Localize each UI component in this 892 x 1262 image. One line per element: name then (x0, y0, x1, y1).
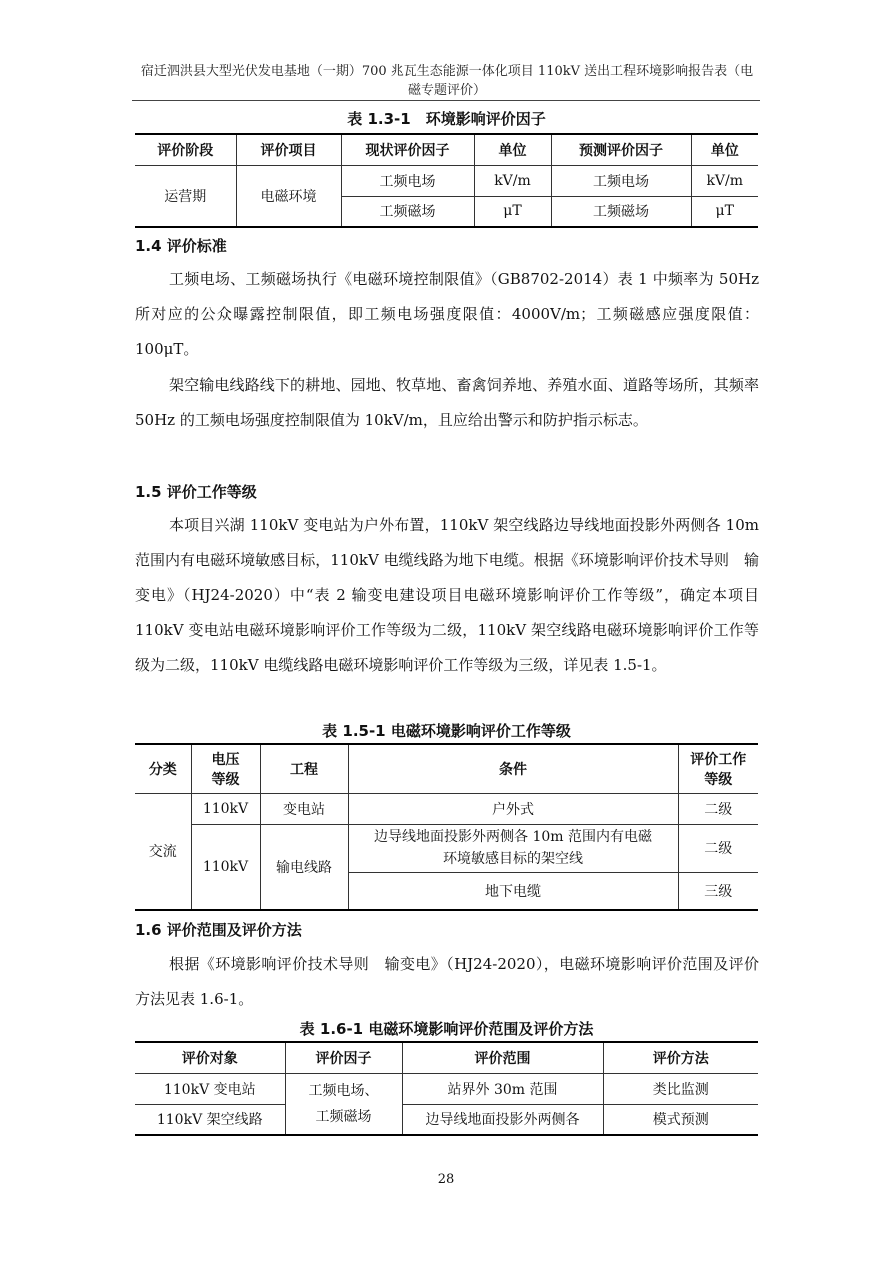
table-row (135, 793, 758, 824)
running-header (132, 62, 762, 100)
table-1-6-1-caption: 表 1.6-1 电磁环境影响评价范围及评价方法 (299, 1020, 594, 1038)
section-heading-1-4: 1.4 评价标准 (135, 237, 227, 255)
header-line: 电压 (211, 751, 240, 768)
table-cell: kV/m (474, 165, 551, 196)
column-header: 评价范围 (402, 1042, 603, 1073)
cell-line: 环境敏感目标的架空线 (443, 851, 583, 867)
column-header: 预测评价因子 (551, 134, 691, 165)
column-header: 单位 (691, 134, 758, 165)
column-header: 分类 (135, 744, 191, 793)
header-title-line1: 宿迁泗洪县大型光伏发电基地（一期）700 兆瓦生态能源一体化项目 110kV 送出工程环境影响报告表（电 (140, 64, 754, 79)
table-header-row (135, 744, 758, 793)
column-header: 评价对象 (135, 1042, 285, 1073)
header-line: 评价工作 (690, 751, 747, 768)
table-cell: 二级 (678, 793, 758, 824)
table-cell: 110kV (191, 793, 260, 824)
column-header (191, 744, 260, 793)
table-cell: 工频磁场 (341, 196, 474, 227)
table-cell: 工频磁场 (551, 196, 691, 227)
column-header: 单位 (474, 134, 551, 165)
paragraph: 工频电场、工频磁场执行《电磁环境控制限值》（GB8702-2014）表 1 中频率为 50Hz 所对应的公众曝露控制限值，即工频电场强度限值：4000V/m；工频磁感应强度限值：100μT。 (135, 270, 759, 358)
table-cell: μT (691, 196, 758, 227)
table-header-row (135, 1042, 758, 1073)
table-cell: 边导线地面投影外两侧各 (402, 1104, 603, 1135)
table-cell: 地下电缆 (348, 872, 678, 910)
header-line: 等级 (704, 771, 733, 788)
table-cell: 二级 (678, 824, 758, 872)
paragraph: 本项目兴湖 110kV 变电站为户外布置，110kV 架空线路边导线地面投影外两侧各 10m 范围内有电磁环境敏感目标，110kV 电缆线路为地下电缆。根据《环境影响评价技术导则 输变电》（HJ24-2020）中“表 2 输变电建设项目电磁环境影响评价工作等级”，确定本项目 110kV 变电站电磁环境影响评价工作等级为二级，110kV 架空线路电磁环境影响评价工作等级为二级，110kV 电缆线路电磁环境影响评价工作等级为三级，详见表 1.5-1。 (135, 516, 759, 674)
table-1-3-1-caption: 表 1.3-1 环境影响评价因子 (347, 110, 546, 128)
table-cell: 工频电场 (341, 165, 474, 196)
item-cell: 电磁环境 (236, 165, 341, 227)
table-cell: 模式预测 (603, 1104, 758, 1135)
table-cell: 工频电场 (551, 165, 691, 196)
cell-line: 边导线地面投影外两侧各 10m 范围内有电磁 (374, 829, 652, 845)
column-header: 评价方法 (603, 1042, 758, 1073)
header-divider (132, 100, 760, 101)
table-1-3-1 (135, 133, 758, 228)
column-header: 评价因子 (285, 1042, 402, 1073)
table-cell: 变电站 (260, 793, 348, 824)
stage-cell: 运营期 (135, 165, 236, 227)
column-header: 现状评价因子 (341, 134, 474, 165)
table-cell: 站界外 30m 范围 (402, 1073, 603, 1104)
section-heading-1-6: 1.6 评价范围及评价方法 (135, 921, 302, 939)
column-header: 工程 (260, 744, 348, 793)
table-1-6-1 (135, 1041, 758, 1136)
table-cell: 110kV 架空线路 (135, 1104, 285, 1135)
column-header: 评价项目 (236, 134, 341, 165)
header-line: 等级 (211, 771, 240, 788)
table-row (135, 1073, 758, 1104)
table-cell: 户外式 (348, 793, 678, 824)
table-1-5-1 (135, 743, 758, 911)
column-header: 条件 (348, 744, 678, 793)
table-cell: kV/m (691, 165, 758, 196)
factor-cell (285, 1073, 402, 1135)
table-cell: μT (474, 196, 551, 227)
table-cell: 类比监测 (603, 1073, 758, 1104)
table-1-5-1-caption: 表 1.5-1 电磁环境影响评价工作等级 (322, 722, 571, 740)
table-cell: 输电线路 (260, 824, 348, 910)
table-row (135, 1104, 758, 1135)
table-row (135, 165, 758, 196)
table-cell: 三级 (678, 872, 758, 910)
cell-line: 工频磁场 (315, 1108, 372, 1125)
table-cell (348, 824, 678, 872)
category-cell: 交流 (135, 793, 191, 910)
header-title-line2: 磁专题评价） (407, 83, 486, 98)
table-cell: 110kV (191, 824, 260, 910)
table-cell: 110kV 变电站 (135, 1073, 285, 1104)
paragraph: 架空输电线路线下的耕地、园地、牧草地、畜禽饲养地、养殖水面、道路等场所，其频率 50Hz 的工频电场强度控制限值为 10kV/m，且应给出警示和防护指示标志。 (135, 376, 759, 429)
table-header-row (135, 134, 758, 165)
table-row (135, 824, 758, 872)
page-number: 28 (437, 1172, 455, 1187)
column-header (678, 744, 758, 793)
section-heading-1-5: 1.5 评价工作等级 (135, 483, 257, 501)
cell-line: 工频电场、 (308, 1082, 379, 1099)
paragraph: 根据《环境影响评价技术导则 输变电》（HJ24-2020），电磁环境影响评价范围及评价方法见表 1.6-1。 (135, 955, 759, 1008)
column-header: 评价阶段 (135, 134, 236, 165)
